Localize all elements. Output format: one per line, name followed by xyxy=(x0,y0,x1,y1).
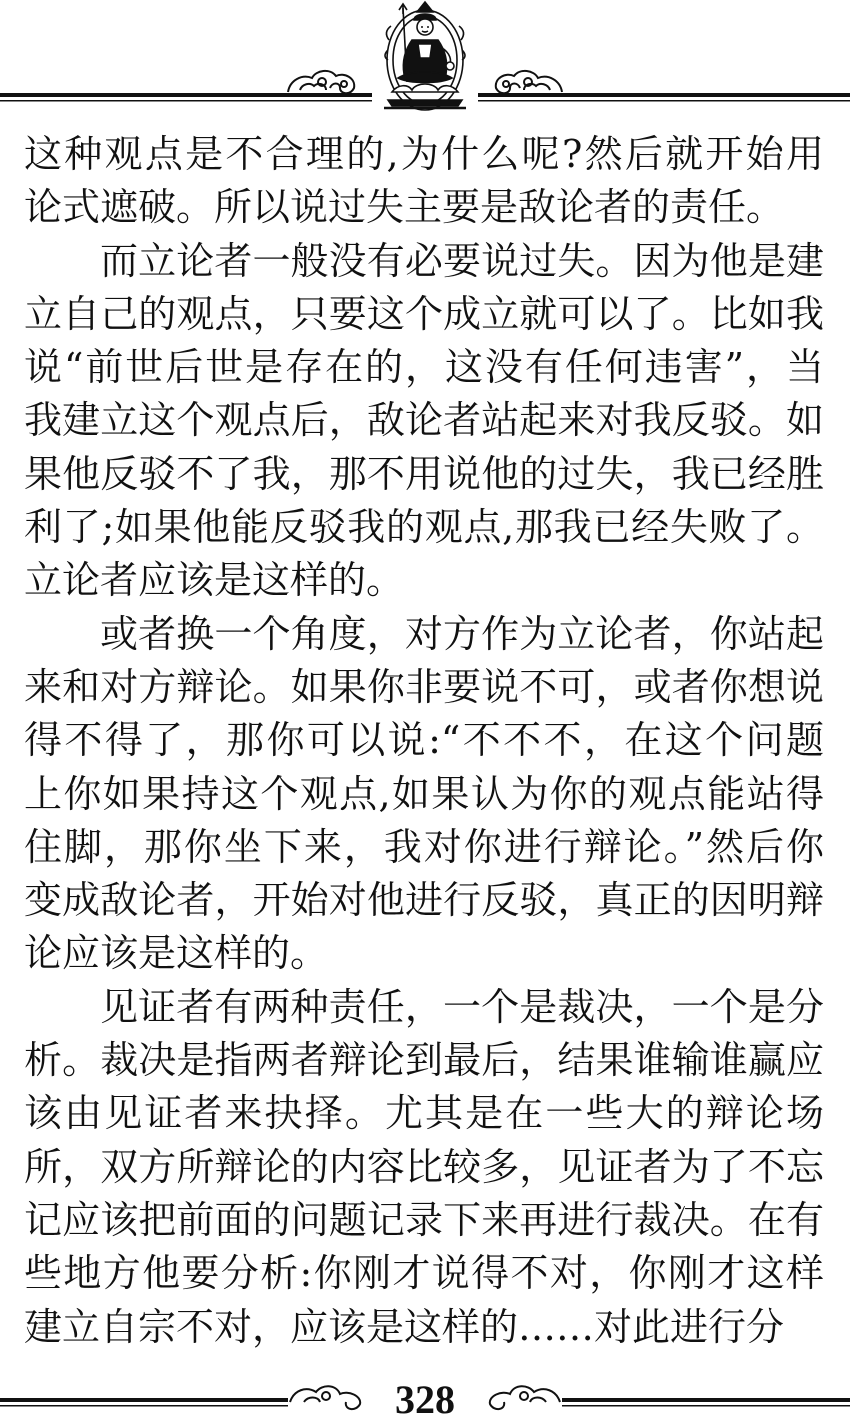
footer-rule-right-thin xyxy=(562,1405,850,1407)
text-line: 果他反驳不了我，那不用说他的过失，我已经胜 xyxy=(24,451,824,496)
header-rule-right-thick xyxy=(478,93,850,97)
text-line: 说“前世后世是存在的，这没有任何违害”，当 xyxy=(24,345,824,390)
text-line: 得不得了，那你可以说:“不不不，在这个问题 xyxy=(24,718,824,763)
text-line: 论式遮破。所以说过失主要是敌论者的责任。 xyxy=(24,185,785,230)
text-line: 立论者应该是这样的。 xyxy=(24,558,405,603)
cloud-scroll-icon xyxy=(490,1386,560,1409)
footer-rule-left-thin xyxy=(0,1405,288,1407)
header-rule-left-thick xyxy=(0,93,372,97)
text-line: 些地方他要分析:你刚才说得不对，你刚才这样 xyxy=(24,1251,824,1296)
text-line: 见证者有两种责任，一个是裁决，一个是分 xyxy=(100,984,824,1029)
paragraph xyxy=(24,608,824,981)
text-line: 建立自宗不对，应该是这样的……对此进行分 xyxy=(24,1304,785,1349)
page-footer xyxy=(0,1372,850,1426)
cloud-scroll-icon xyxy=(496,71,562,93)
text-line: 利了;如果他能反驳我的观点,那我已经失败了。 xyxy=(24,505,824,550)
footer-rule-left-thick xyxy=(0,1398,288,1402)
text-line: 论应该是这样的。 xyxy=(24,931,329,976)
text-line: 来和对方辩论。如果你非要说不可，或者你想说 xyxy=(24,664,824,709)
text-line: 记应该把前面的问题记录下来再进行裁决。在有 xyxy=(24,1197,824,1242)
cloud-scroll-icon xyxy=(290,1386,360,1409)
text-line: 所，双方所辩论的内容比较多，见证者为了不忘 xyxy=(24,1144,824,1189)
page-number: 328 xyxy=(395,1377,455,1422)
header-rule-left-thin xyxy=(0,100,372,102)
footer-rule-right-thick xyxy=(562,1398,850,1402)
header-ornament xyxy=(0,0,850,118)
text-line: 住脚，那你坐下来，我对你进行辩论。”然后你 xyxy=(24,824,824,869)
text-line: 立自己的观点，只要这个成立就可以了。比如我 xyxy=(24,291,824,336)
text-line: 我建立这个观点后，敌论者站起来对我反驳。如 xyxy=(24,398,824,443)
deity-figure-icon xyxy=(384,2,466,110)
paragraph xyxy=(24,235,824,608)
text-line: 该由见证者来抉择。尤其是在一些大的辩论场 xyxy=(24,1091,824,1136)
paragraph xyxy=(24,128,824,235)
body-text xyxy=(24,128,824,1354)
header-rule-right-thin xyxy=(478,100,850,102)
page-header xyxy=(0,0,850,118)
paragraph xyxy=(24,981,824,1354)
text-line: 变成敌论者，开始对他进行反驳，真正的因明辩 xyxy=(24,878,824,923)
text-line: 而立论者一般没有必要说过失。因为他是建 xyxy=(100,238,824,283)
text-line: 这种观点是不合理的,为什么呢?然后就开始用 xyxy=(24,132,824,176)
text-line: 或者换一个角度，对方作为立论者，你站起 xyxy=(100,611,824,656)
text-line: 析。裁决是指两者辩论到最后，结果谁输谁赢应 xyxy=(24,1038,824,1083)
cloud-scroll-icon xyxy=(288,71,354,93)
text-line: 上你如果持这个观点,如果认为你的观点能站得 xyxy=(24,771,824,816)
